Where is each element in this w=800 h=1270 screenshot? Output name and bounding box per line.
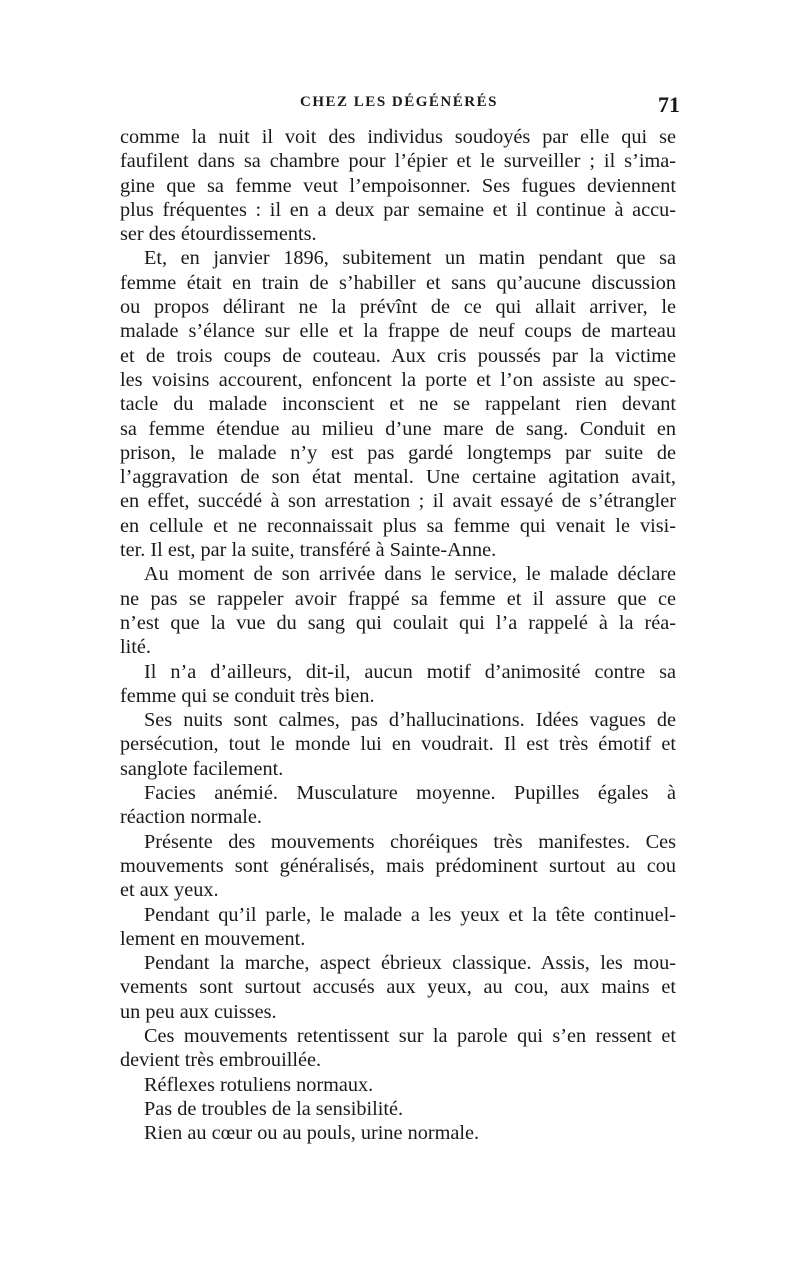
text-line: Au moment de son arrivée dans le service, le malade déclare (144, 563, 676, 586)
text-line: mouvements sont généralisés, mais prédominent surtout au cou (120, 854, 676, 877)
text-line: gine que sa femme veut l’empoisonner. Ses fugues deviennent (120, 174, 676, 197)
text-line: sa femme étendue au milieu d’une mare de sang. Conduit en (120, 417, 676, 440)
text-line: Ses nuits sont calmes, pas d’hallucinations. Idées vagues de (144, 709, 676, 732)
text-line: faufilent dans sa chambre pour l’épier et le surveiller ; il s’ima- (120, 150, 676, 173)
text-line: et aux yeux. (120, 879, 219, 902)
page-number: 71 (658, 92, 680, 117)
text-line: Rien au cœur ou au pouls, urine normale. (144, 1122, 480, 1145)
text-line: un peu aux cuisses. (120, 1000, 277, 1023)
text-line: ou propos délirant ne la prévînt de ce qui allait arriver, le (120, 296, 676, 319)
text-line: lité. (120, 636, 151, 659)
text-line: devient très embrouillée. (120, 1049, 322, 1072)
text-line: vements sont surtout accusés aux yeux, au cou, aux mains et (120, 976, 676, 999)
text-line: ser des étourdissements. (120, 223, 317, 246)
text-line: Présente des mouvements choréiques très manifestes. Ces (144, 830, 676, 853)
text-line: ter. Il est, par la suite, transféré à Sainte-Anne. (120, 539, 497, 562)
text-line: femme qui se conduit très bien. (120, 684, 375, 707)
text-line: Ces mouvements retentissent sur la parole qui s’en ressent et (144, 1024, 676, 1047)
text-line: sanglote facilement. (120, 757, 284, 780)
body-text (120, 125, 676, 1145)
page-header (118, 92, 680, 118)
text-line: persécution, tout le monde lui en voudrait. Il est très émotif et (120, 733, 676, 756)
text-line: les voisins accourent, enfoncent la porte et l’on assiste au spec- (120, 368, 676, 391)
text-line: lement en mouvement. (120, 927, 306, 950)
text-line: prison, le malade n’y est pas gardé longtemps par suite de (120, 441, 676, 464)
text-line: Réflexes rotuliens normaux. (144, 1073, 374, 1096)
text-line: en cellule et ne reconnaissait plus sa femme qui venait le visi- (120, 514, 676, 537)
text-line: n’est que la vue du sang qui coulait qui l’a rappelé à la réa- (120, 611, 676, 634)
text-line: plus fréquentes : il en a deux par semaine et il continue à accu- (120, 198, 676, 221)
text-line: malade s’élance sur elle et la frappe de neuf coups de marteau (120, 320, 676, 343)
text-line: Pas de troubles de la sensibilité. (144, 1097, 404, 1120)
text-line: réaction normale. (120, 806, 262, 829)
text-line: Pendant qu’il parle, le malade a les yeux et la tête continuel- (144, 903, 676, 926)
text-line: tacle du malade inconscient et ne se rappelant rien devant (120, 393, 676, 416)
text-line: en effet, succédé à son arrestation ; il avait essayé de s’étrangler (120, 490, 676, 513)
text-line: Et, en janvier 1896, subitement un matin pendant que sa (144, 247, 676, 270)
text-line: Il n’a d’ailleurs, dit-il, aucun motif d’animosité contre sa (144, 660, 676, 683)
running-title: CHEZ LES DÉGÉNÉRÉS (300, 94, 498, 110)
text-line: ne pas se rappeler avoir frappé sa femme et il assure que ce (120, 587, 676, 610)
text-line: et de trois coups de couteau. Aux cris poussés par la victime (120, 344, 676, 367)
text-line: l’aggravation de son état mental. Une certaine agitation avait, (120, 466, 676, 489)
text-line: Facies anémié. Musculature moyenne. Pupilles égales à (144, 782, 676, 805)
text-line: Pendant la marche, aspect ébrieux classique. Assis, les mou- (144, 952, 676, 975)
text-line: comme la nuit il voit des individus soudoyés par elle qui se (120, 126, 676, 148)
text-line: femme était en train de s’habiller et sans qu’aucune discussion (120, 271, 676, 294)
